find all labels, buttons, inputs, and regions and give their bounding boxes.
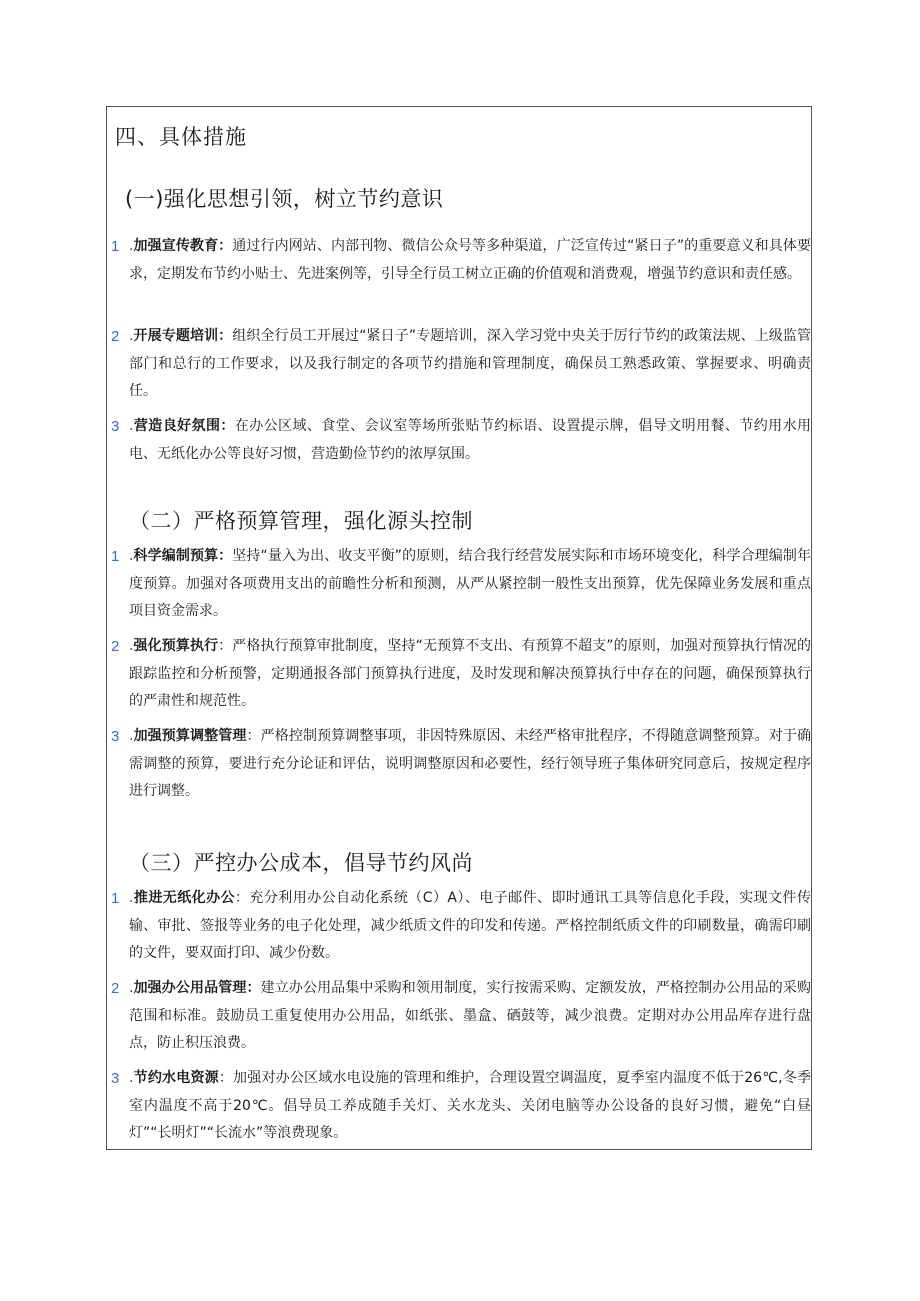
item-number: 1: [111, 890, 120, 907]
item-text: ：严格控制预算调整事项，非因特殊原因、未经严格审批程序，不得随意调整预算。对于确需调整的预算，要进行充分论证和评估，说明调整原因和必要性，经行领导班子集体研究同意后，按规定程序进行调整。: [129, 728, 812, 799]
list-item: 2 .强化预算执行：严格执行预算审批制度，坚持“无预算不支出、有预算不超支”的原则，加强对预算执行情况的跟踪监控和分析预警，定期通报各部门预算执行进度，及时发现和解决预算执行中存在的问题，确保预算执行的严肃性和规范性。: [111, 633, 811, 716]
item-number: 3: [111, 1070, 120, 1087]
item-number: 2: [111, 638, 120, 655]
list-item: 1 .推进无纸化办公：充分利用办公自动化系统（C）A）、电子邮件、即时通讯工具等信息化手段，实现文件传输、审批、签报等业务的电子化处理，减少纸质文件的印发和传递。严格控制纸质文件的印刷数量，确需印刷的文件，要双面打印、减少份数。: [111, 885, 811, 968]
item-lead: 科学编制预算：: [133, 548, 233, 564]
item-text: 建立办公用品集中采购和领用制度，实行按需采购、定额发放，严格控制办公用品的采购范围和标准。鼓励员工重复使用办公用品，如纸张、墨盒、硒鼓等，减少浪费。定期对办公用品库存进行盘点，防止积压浪费。: [129, 980, 811, 1051]
item-number: 1: [111, 548, 120, 565]
item-lead: 加强预算调整管理: [133, 728, 247, 744]
list-item: 1 .加强宣传教育：通过行内网站、内部刊物、微信公众号等多种渠道，广泛宣传过“紧日子”的重要意义和具体要求，定期发布节约小贴士、先进案例等，引导全行员工树立正确的价值观和消费观，增强节约意识和责任感。: [111, 233, 811, 288]
content-frame: [106, 106, 812, 1150]
list-item: 3 .营造良好氛围：在办公区域、食堂、会议室等场所张贴节约标语、设置提示牌，倡导文明用餐、节约用水用电、无纸化办公等良好习惯，营造勤俭节约的浓厚氛围。: [111, 413, 811, 468]
list-item: 3 .加强预算调整管理：严格控制预算调整事项，非因特殊原因、未经严格审批程序，不得随意调整预算。对于确需调整的预算，要进行充分论证和评估，说明调整原因和必要性，经行领导班子集体研究同意后，按规定程序进行调整。: [111, 723, 811, 806]
list-item: 3 .节约水电资源：加强对办公区域水电设施的管理和维护，合理设置空调温度，夏季室内温度不低于26℃,冬季室内温度不高于20℃。倡导员工养成随手关灯、关水龙头、关闭电脑等办公设备的良好习惯，避免“白昼灯”“长明灯”“长流水”等浪费现象。: [111, 1065, 811, 1148]
page-title: 四、具体措施: [115, 125, 247, 149]
item-text: ：充分利用办公自动化系统（C）A）、电子邮件、即时通讯工具等信息化手段，实现文件传输、审批、签报等业务的电子化处理，减少纸质文件的印发和传递。严格控制纸质文件的印刷数量，确需印刷的文件，要双面打印、减少份数。: [129, 890, 811, 961]
item-lead: 加强宣传教育：: [133, 238, 233, 254]
section-heading-3: （三）严控办公成本，倡导节约风尚: [129, 851, 473, 875]
item-lead: 节约水电资源: [133, 1070, 219, 1086]
item-number: 2: [111, 980, 120, 997]
item-text: 在办公区域、食堂、会议室等场所张贴节约标语、设置提示牌，倡导文明用餐、节约用水用电、无纸化办公等良好习惯，营造勤俭节约的浓厚氛围。: [129, 418, 811, 462]
item-text: 组织全行员工开展过“紧日子”专题培训，深入学习党中央关于厉行节约的政策法规、上级监管部门和总行的工作要求，以及我行制定的各项节约措施和管理制度，确保员工熟悉政策、掌握要求、明确责任。: [129, 328, 811, 399]
item-number: 3: [111, 418, 120, 435]
item-number: 2: [111, 328, 120, 345]
item-text: ：加强对办公区域水电设施的管理和维护，合理设置空调温度，夏季室内温度不低于26℃,冬季室内温度不高于20℃。倡导员工养成随手关灯、关水龙头、关闭电脑等办公设备的良好习惯，避免“白昼灯”“长明灯”“长流水”等浪费现象。: [129, 1070, 811, 1141]
section-heading-2: （二）严格预算管理，强化源头控制: [129, 509, 473, 533]
list-item: 2 .开展专题培训：组织全行员工开展过“紧日子”专题培训，深入学习党中央关于厉行节约的政策法规、上级监管部门和总行的工作要求，以及我行制定的各项节约措施和管理制度，确保员工熟悉政策、掌握要求、明确责任。: [111, 323, 811, 406]
item-lead: 加强办公用品管理：: [133, 980, 261, 996]
item-number: 1: [111, 238, 120, 255]
item-lead: 推进无纸化办公: [133, 890, 235, 906]
item-text: 通过行内网站、内部刊物、微信公众号等多种渠道，广泛宣传过“紧日子”的重要意义和具体要求，定期发布节约小贴士、先进案例等，引导全行员工树立正确的价值观和消费观，增强节约意识和责任感。: [129, 238, 811, 282]
item-lead: 营造良好氛围：: [133, 418, 235, 434]
item-text: 坚持“量入为出、收支平衡”的原则，结合我行经营发展实际和市场环境变化，科学合理编制年度预算。加强对各项费用支出的前瞻性分析和预测，从严从紧控制一般性支出预算，优先保障业务发展和重点项目资金需求。: [129, 548, 811, 619]
item-text: ：严格执行预算审批制度，坚持“无预算不支出、有预算不超支”的原则，加强对预算执行情况的跟踪监控和分析预警，定期通报各部门预算执行进度，及时发现和解决预算执行中存在的问题，确保预算执行的严肃性和规范性。: [129, 638, 811, 709]
item-number: 3: [111, 728, 120, 745]
list-item: 1 .科学编制预算：坚持“量入为出、收支平衡”的原则，结合我行经营发展实际和市场环境变化，科学合理编制年度预算。加强对各项费用支出的前瞻性分析和预测，从严从紧控制一般性支出预算，优先保障业务发展和重点项目资金需求。: [111, 543, 811, 626]
item-lead: 开展专题培训：: [133, 328, 233, 344]
list-item: 2 .加强办公用品管理：建立办公用品集中采购和领用制度，实行按需采购、定额发放，严格控制办公用品的采购范围和标准。鼓励员工重复使用办公用品，如纸张、墨盒、硒鼓等，减少浪费。定期对办公用品库存进行盘点，防止积压浪费。: [111, 975, 811, 1058]
item-lead: 强化预算执行: [133, 638, 219, 654]
section-heading-1: (一)强化思想引领，树立节约意识: [125, 187, 444, 211]
